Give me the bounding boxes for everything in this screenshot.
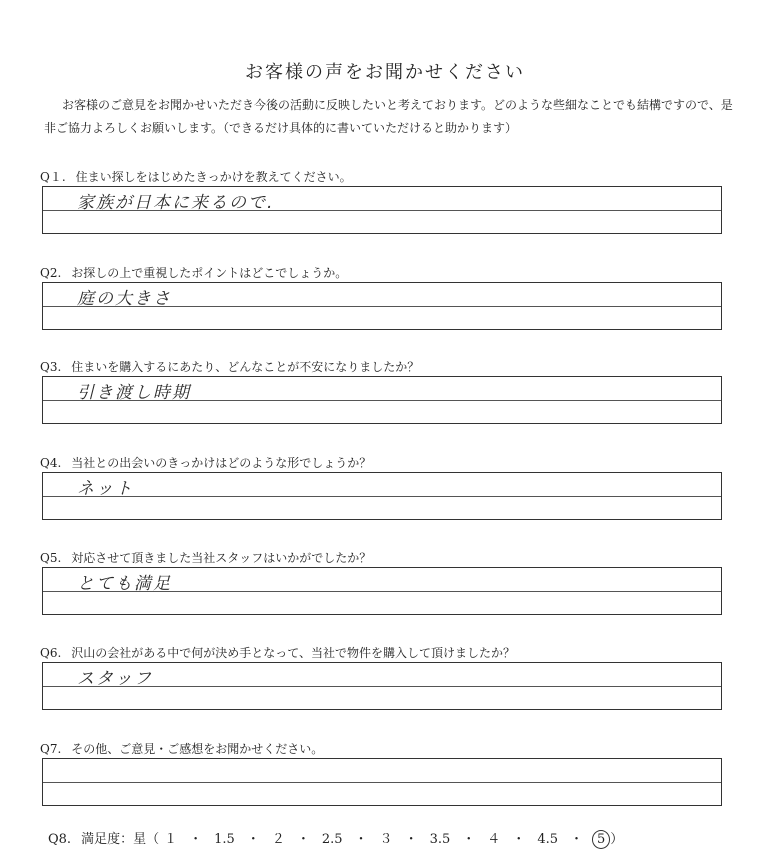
rating-option[interactable]: １ [164, 832, 178, 847]
answer-box-4[interactable] [42, 472, 722, 520]
question-number: Q3. [40, 360, 62, 374]
rating-label: 満足度：星（ [81, 832, 160, 847]
rating-separator: ・ [296, 832, 310, 847]
intro-text: お客様のご意見をお聞かせいただき今後の活動に反映したいと考えております。どのような些細なことでも結構ですので、是非ご協力よろしくお願いします。（できるだけ具体的に書いていただけると助かります） [44, 98, 733, 135]
question-7 [40, 740, 730, 757]
handwritten-answer: ネット [77, 479, 134, 499]
rating-separator: ・ [570, 832, 584, 847]
page-title: お客様の声をお聞かせください [245, 62, 525, 83]
question-number: Q8. [48, 832, 72, 847]
rating-option[interactable]: ２ [271, 832, 285, 847]
question-number: Q5. [40, 551, 62, 565]
question-number: Q7. [40, 742, 62, 756]
question-number: Q4. [40, 456, 62, 470]
rating-separator: ・ [354, 832, 368, 847]
rating-option[interactable]: 2.5 [321, 832, 343, 847]
question-number: Q6. [40, 646, 62, 660]
question-text: 当社との出会いのきっかけはどのような形でしょうか？ [71, 456, 372, 470]
question-text: お探しの上で重視したポイントはどこでしょうか。 [71, 266, 348, 280]
rating-option[interactable]: 1.5 [214, 832, 235, 847]
rating-option[interactable]: ４ [487, 832, 501, 847]
rating-close: ） [610, 832, 624, 847]
rating-separator: ・ [512, 832, 526, 847]
question-2 [40, 264, 730, 281]
handwritten-answer: 庭の大きさ [77, 289, 172, 309]
rating-separator: ・ [246, 832, 260, 847]
answer-box-7[interactable] [42, 758, 722, 806]
handwritten-answer: 家族が日本に来るので. [77, 193, 275, 213]
question-text: 沢山の会社がある中で何が決め手となって、当社で物件を購入して頂けましたか？ [71, 646, 516, 660]
answer-box-3[interactable] [42, 376, 722, 424]
question-number: Q１. [40, 170, 66, 184]
question-1 [40, 168, 730, 185]
question-3 [40, 358, 730, 375]
rating-separator: ・ [189, 832, 203, 847]
answer-box-5[interactable] [42, 567, 722, 615]
answer-box-1[interactable] [42, 186, 722, 234]
question-text: 対応させて頂きました当社スタッフはいかがでしたか？ [71, 551, 372, 565]
rating-option-selected[interactable]: 5 [592, 830, 610, 849]
handwritten-answer: スタッフ [77, 669, 153, 689]
ruled-line [43, 496, 721, 497]
rating-separator: ・ [462, 832, 476, 847]
answer-box-2[interactable] [42, 282, 722, 330]
handwritten-answer: 引き渡し時期 [77, 383, 191, 403]
satisfaction-rating [48, 828, 738, 849]
question-number: Q2. [40, 266, 62, 280]
rating-option[interactable]: 4.5 [537, 832, 558, 847]
question-5 [40, 549, 730, 566]
answer-box-6[interactable] [42, 662, 722, 710]
question-text: 住まい探しをはじめたきっかけを教えてください。 [75, 170, 352, 184]
ruled-line [43, 782, 721, 783]
question-4 [40, 454, 730, 471]
question-6 [40, 644, 730, 661]
handwritten-answer: とても満足 [77, 574, 172, 594]
question-text: 住まいを購入するにあたり、どんなことが不安になりましたか？ [71, 360, 420, 374]
question-text: その他、ご意見・ご感想をお聞かせください。 [71, 742, 324, 756]
rating-separator: ・ [404, 832, 418, 847]
rating-option[interactable]: 3.5 [429, 832, 451, 847]
rating-option[interactable]: ３ [379, 832, 393, 847]
